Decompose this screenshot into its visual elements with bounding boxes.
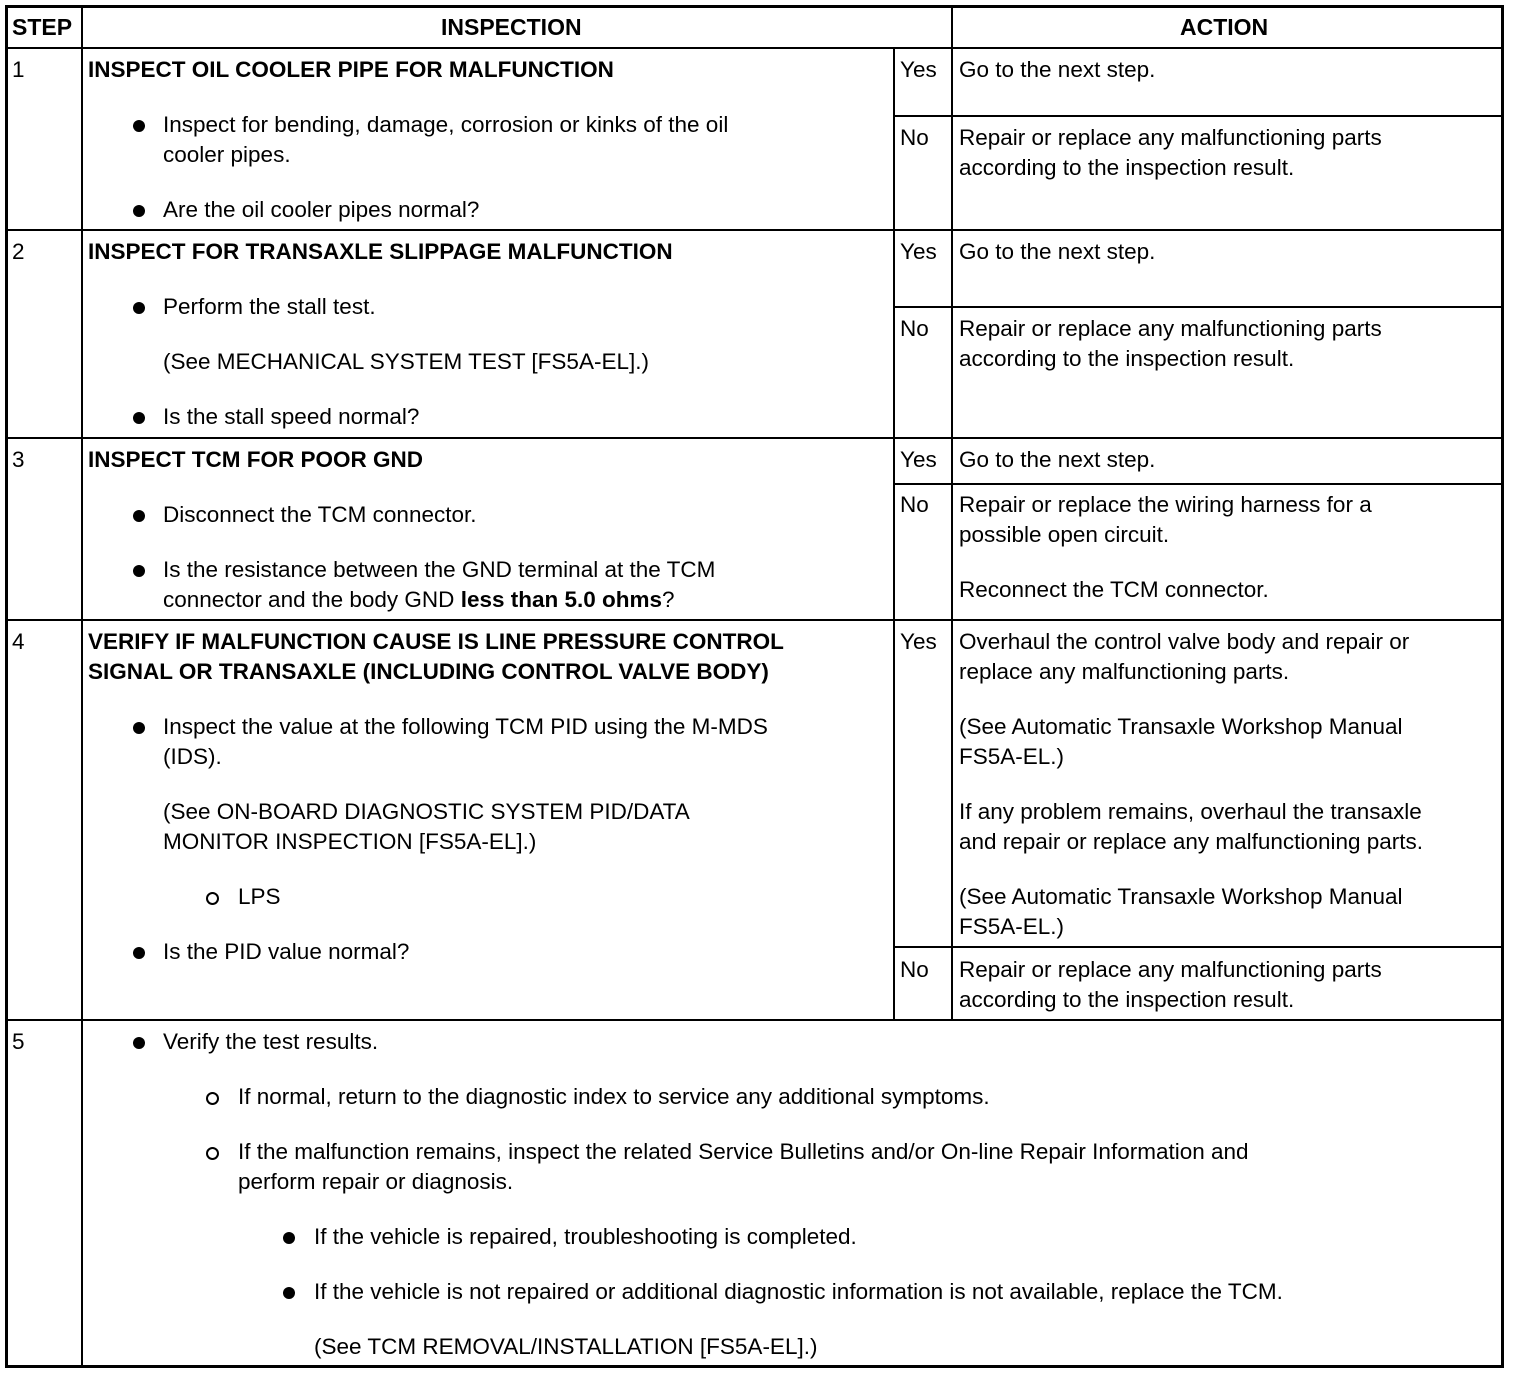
step-3-title: INSPECT TCM FOR POOR GND — [88, 447, 424, 472]
step-3-question-mark: ? — [662, 587, 675, 612]
step-4-yes-label: Yes — [900, 629, 937, 654]
step-4-title-line-1: VERIFY IF MALFUNCTION CAUSE IS LINE PRESSURE CONTROL — [88, 629, 784, 654]
bullet-icon — [283, 1287, 295, 1299]
action-column-rule — [951, 6, 953, 1020]
step-2-bullet-2: Is the stall speed normal? — [163, 404, 420, 429]
step-1-yes-label: Yes — [900, 57, 937, 82]
step-3-bullet-2-text: connector and the body GND — [163, 587, 461, 612]
step-5-sub-bullet-2-cont: perform repair or diagnosis. — [238, 1169, 514, 1194]
bullet-icon — [133, 205, 145, 217]
bullet-icon — [283, 1232, 295, 1244]
step-3-no-action-3: Reconnect the TCM connector. — [959, 577, 1269, 602]
row-3-bottom-rule — [6, 619, 1503, 621]
step-5-sub-sub-bullet-2: If the vehicle is not repaired or additional diagnostic information is not available, replace the TCM. — [314, 1279, 1283, 1304]
step-4-pid-lps: LPS — [238, 884, 281, 909]
step-3-bullet-2: Is the resistance between the GND terminal at the TCM — [163, 557, 716, 582]
bullet-icon — [133, 302, 145, 314]
step-3-no-label: No — [900, 492, 929, 517]
step-1-title: INSPECT OIL COOLER PIPE FOR MALFUNCTION — [88, 57, 614, 82]
step-1-bullet-1-cont: cooler pipes. — [163, 142, 291, 167]
step-4-yes-action-7: (See Automatic Transaxle Workshop Manual — [959, 884, 1403, 909]
step-4-reference-1: (See ON-BOARD DIAGNOSTIC SYSTEM PID/DATA — [163, 799, 690, 824]
step-5-sub-bullet-1: If normal, return to the diagnostic index to service any additional symptoms. — [238, 1084, 990, 1109]
step-3-no-action-1: Repair or replace the wiring harness for a — [959, 492, 1372, 517]
step-1-no-action-2: according to the inspection result. — [959, 155, 1295, 180]
bullet-icon — [133, 1037, 145, 1049]
header-step: STEP — [12, 14, 73, 40]
resistance-spec: less than 5.0 ohms — [460, 587, 663, 612]
step-1-no-action-1: Repair or replace any malfunctioning parts — [959, 125, 1382, 150]
row-1-bottom-rule — [6, 229, 1503, 231]
step-4-bullet-2: Is the PID value normal? — [163, 939, 410, 964]
bullet-icon — [133, 120, 145, 132]
header-action: ACTION — [1180, 14, 1269, 40]
step-4-no-action-1: Repair or replace any malfunctioning parts — [959, 957, 1382, 982]
step-3-bullet-1: Disconnect the TCM connector. — [163, 502, 477, 527]
step-2-no-action-1: Repair or replace any malfunctioning parts — [959, 316, 1382, 341]
step-3-yes-action: Go to the next step. — [959, 447, 1156, 472]
step-2-yes-action: Go to the next step. — [959, 239, 1156, 264]
step-1-no-label: No — [900, 125, 929, 150]
step-4-no-action-2: according to the inspection result. — [959, 987, 1295, 1012]
bullet-icon — [133, 947, 145, 959]
step-1-yes-action: Go to the next step. — [959, 57, 1156, 82]
row-1-yes-no-split — [893, 115, 1503, 117]
step-5-sub-bullet-2: If the malfunction remains, inspect the related Service Bulletins and/or On-line Repair Information and — [238, 1139, 1249, 1164]
step-2-bullet-1: Perform the stall test. — [163, 294, 376, 319]
step-column-rule — [81, 6, 83, 1366]
step-1-bullet-1: Inspect for bending, damage, corrosion or kinks of the oil — [163, 112, 729, 137]
step-4-yes-action-8: FS5A-EL.) — [959, 914, 1065, 939]
bullet-icon — [133, 565, 145, 577]
step-4-number: 4 — [12, 629, 25, 654]
step-2-no-action-2: according to the inspection result. — [959, 346, 1295, 371]
step-4-yes-action-2: replace any malfunctioning parts. — [959, 659, 1290, 684]
step-5-reference: (See TCM REMOVAL/INSTALLATION [FS5A-EL].) — [314, 1334, 818, 1359]
step-1-bullet-2: Are the oil cooler pipes normal? — [163, 197, 480, 222]
header-bottom-rule — [6, 47, 1503, 49]
step-4-title-line-2: SIGNAL OR TRANSAXLE (INCLUDING CONTROL VALVE BODY) — [88, 659, 769, 684]
sub-bullet-icon — [206, 892, 219, 905]
step-4-yes-action-3: (See Automatic Transaxle Workshop Manual — [959, 714, 1403, 739]
row-4-bottom-rule — [6, 1019, 1503, 1021]
bullet-icon — [133, 510, 145, 522]
step-1-number: 1 — [12, 57, 25, 82]
step-4-yes-action-6: and repair or replace any malfunctioning parts. — [959, 829, 1424, 854]
bullet-icon — [133, 412, 145, 424]
step-5-sub-sub-bullet-1: If the vehicle is repaired, troubleshooting is completed. — [314, 1224, 857, 1249]
step-2-no-label: No — [900, 316, 929, 341]
row-2-bottom-rule — [6, 437, 1503, 439]
result-column-rule — [893, 48, 895, 1020]
row-2-yes-no-split — [893, 306, 1503, 308]
step-2-yes-label: Yes — [900, 239, 937, 264]
step-2-title: INSPECT FOR TRANSAXLE SLIPPAGE MALFUNCTION — [88, 239, 673, 264]
row-4-yes-no-split — [893, 946, 1503, 948]
bullet-icon — [133, 722, 145, 734]
step-4-bullet-1: Inspect the value at the following TCM PID using the M-MDS — [163, 714, 768, 739]
sub-bullet-icon — [206, 1092, 219, 1105]
step-4-reference-2: MONITOR INSPECTION [FS5A-EL].) — [163, 829, 537, 854]
step-4-no-label: No — [900, 957, 929, 982]
row-3-yes-no-split — [893, 483, 1503, 485]
step-5-number: 5 — [12, 1029, 25, 1054]
step-2-reference: (See MECHANICAL SYSTEM TEST [FS5A-EL].) — [163, 349, 649, 374]
step-3-number: 3 — [12, 447, 25, 472]
step-4-yes-action-1: Overhaul the control valve body and repair or — [959, 629, 1410, 654]
step-2-number: 2 — [12, 239, 25, 264]
step-4-bullet-1-cont: (IDS). — [163, 744, 222, 769]
step-4-yes-action-4: FS5A-EL.) — [959, 744, 1065, 769]
step-5-bullet-1: Verify the test results. — [163, 1029, 379, 1054]
sub-bullet-icon — [206, 1147, 219, 1160]
header-inspection: INSPECTION — [441, 14, 582, 40]
step-3-bullet-2-cont — [163, 585, 675, 615]
step-3-no-action-2: possible open circuit. — [959, 522, 1170, 547]
step-3-yes-label: Yes — [900, 447, 937, 472]
step-4-yes-action-5: If any problem remains, overhaul the transaxle — [959, 799, 1422, 824]
